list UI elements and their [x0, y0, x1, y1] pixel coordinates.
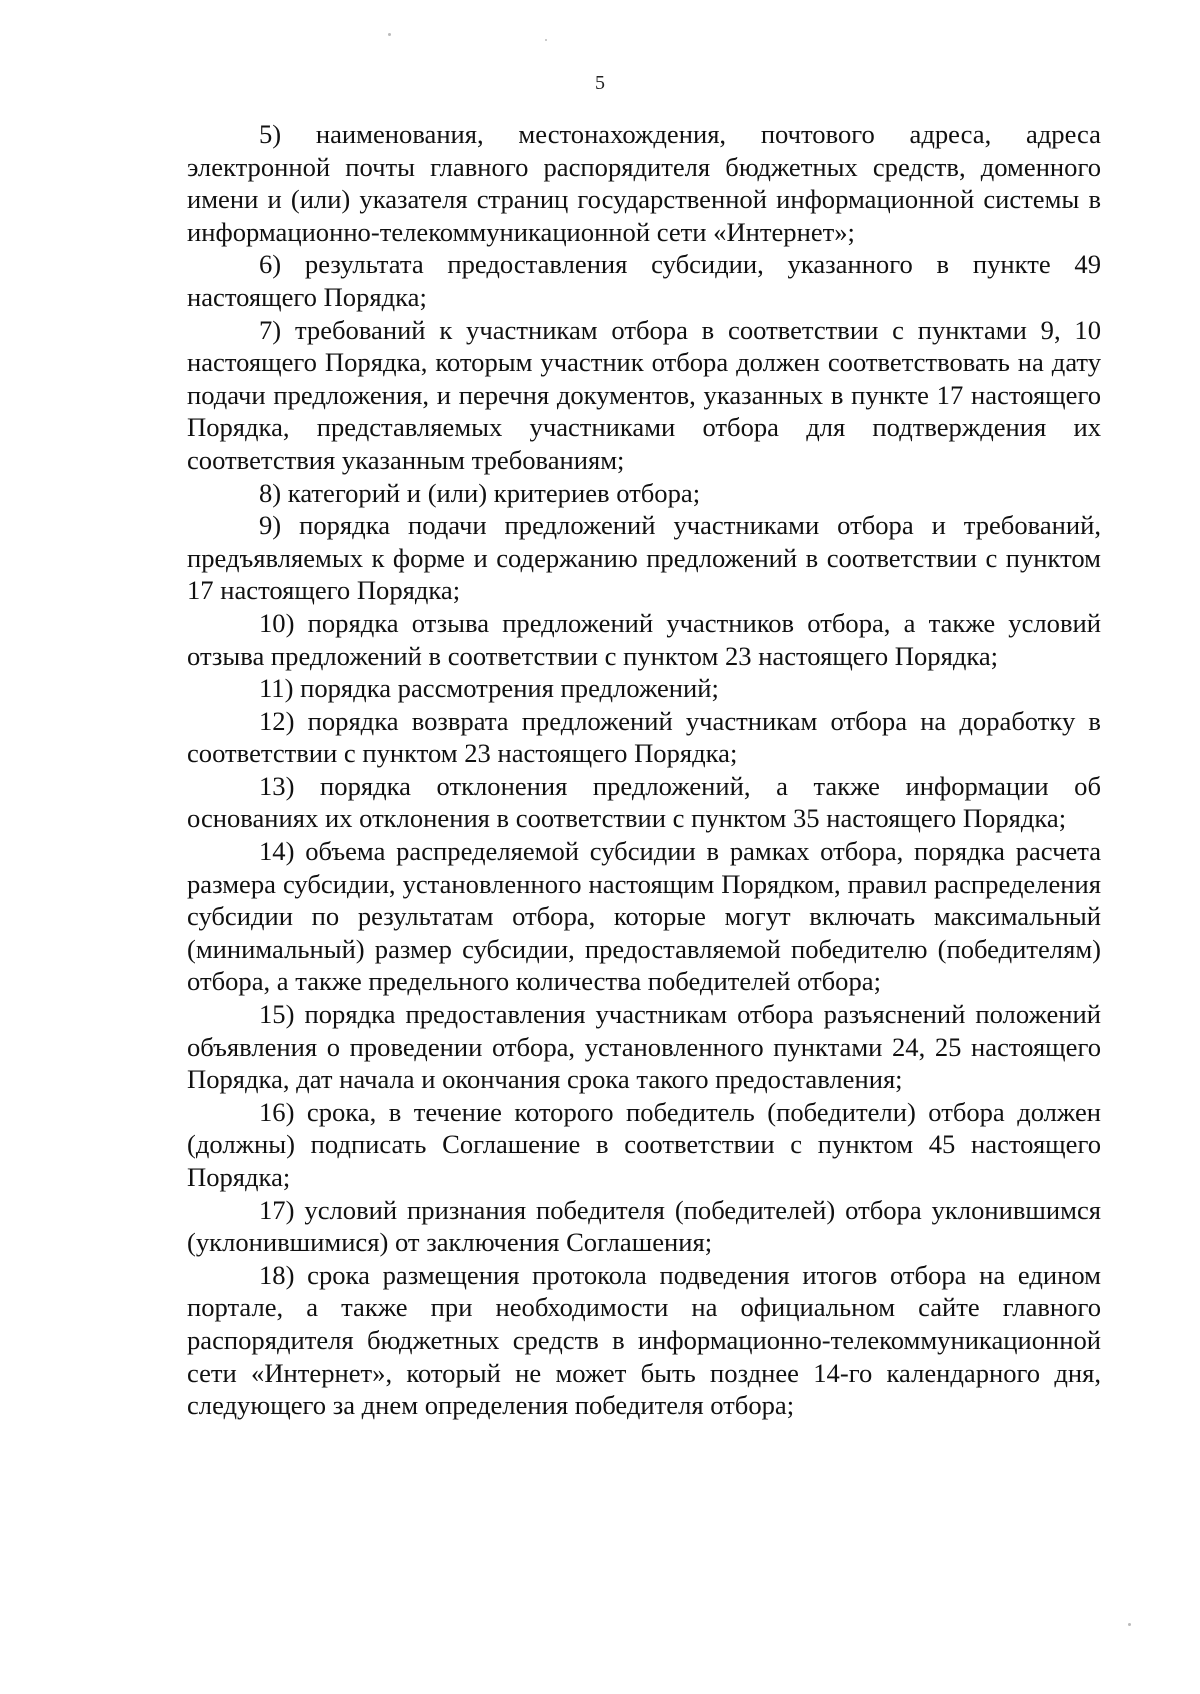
list-item: 10) порядка отзыва предложений участников отбора, а также условий отзыва предложений в соответствии с пунктом 23 настоящего Порядка;: [187, 607, 1101, 671]
document-body: [187, 118, 1101, 1422]
list-item: 13) порядка отклонения предложений, а также информации об основаниях их отклонения в соответствии с пунктом 35 настоящего Порядка;: [187, 770, 1101, 834]
scan-speck: [388, 33, 391, 36]
list-item: 17) условий признания победителя (победителей) отбора уклонившимся (уклонившимися) от заключения Соглашения;: [187, 1194, 1101, 1258]
list-item: 5) наименования, местонахождения, почтового адреса, адреса электронной почты главного распорядителя бюджетных средств, доменного имени и (или) указателя страниц государственной информационной системы в информационно-телекоммуникационной сети «Интернет»;: [187, 119, 1101, 247]
list-item: 16) срока, в течение которого победитель (победители) отбора должен (должны) подписать Соглашение в соответствии с пунктом 45 настоящего Порядка;: [187, 1096, 1101, 1192]
page-number: 5: [595, 72, 605, 94]
list-item: 8) категорий и (или) критериев отбора;: [259, 477, 701, 508]
list-item: 7) требований к участникам отбора в соответствии с пунктами 9, 10 настоящего Порядка, которым участник отбора должен соответствовать на дату подачи предложения, и перечня документов, указанных в пункте 17 настоящего Порядка, представляемых участниками отбора для подтверждения их соответствия указанным требованиям;: [187, 314, 1101, 475]
list-item: 18) срока размещения протокола подведения итогов отбора на едином портале, а также при необходимости на официальном сайте главного распорядителя бюджетных средств в информационно-телекоммуникационной сети «Интернет», который не может быть позднее 14-го календарного дня, следующего за днем определения победителя отбора;: [187, 1259, 1101, 1421]
list-item: 9) порядка подачи предложений участниками отбора и требований, предъявляемых к форме и содержанию предложений в соответствии с пунктом 17 настоящего Порядка;: [187, 510, 1101, 606]
list-item: 15) порядка предоставления участникам отбора разъяснений положений объявления о проведении отбора, установленного пунктами 24, 25 настоящего Порядка, дат начала и окончания срока такого предоставления;: [187, 999, 1101, 1095]
scan-speck: [545, 39, 547, 41]
list-item: 6) результата предоставления субсидии, указанного в пункте 49 настоящего Порядка;: [187, 249, 1101, 312]
list-item: 12) порядка возврата предложений участникам отбора на доработку в соответствии с пунктом 23 настоящего Порядка;: [187, 705, 1101, 769]
list-item: 11) порядка рассмотрения предложений;: [259, 673, 719, 704]
scan-speck: [1128, 1623, 1131, 1626]
list-item: 14) объема распределяемой субсидии в рамках отбора, порядка расчета размера субсидии, установленного настоящим Порядком, правил распределения субсидии по результатам отбора, которые могут включать максимальный (минимальный) размер субсидии, предоставляемой победителю (победителям) отбора, а также предельного количества победителей отбора;: [187, 836, 1101, 997]
